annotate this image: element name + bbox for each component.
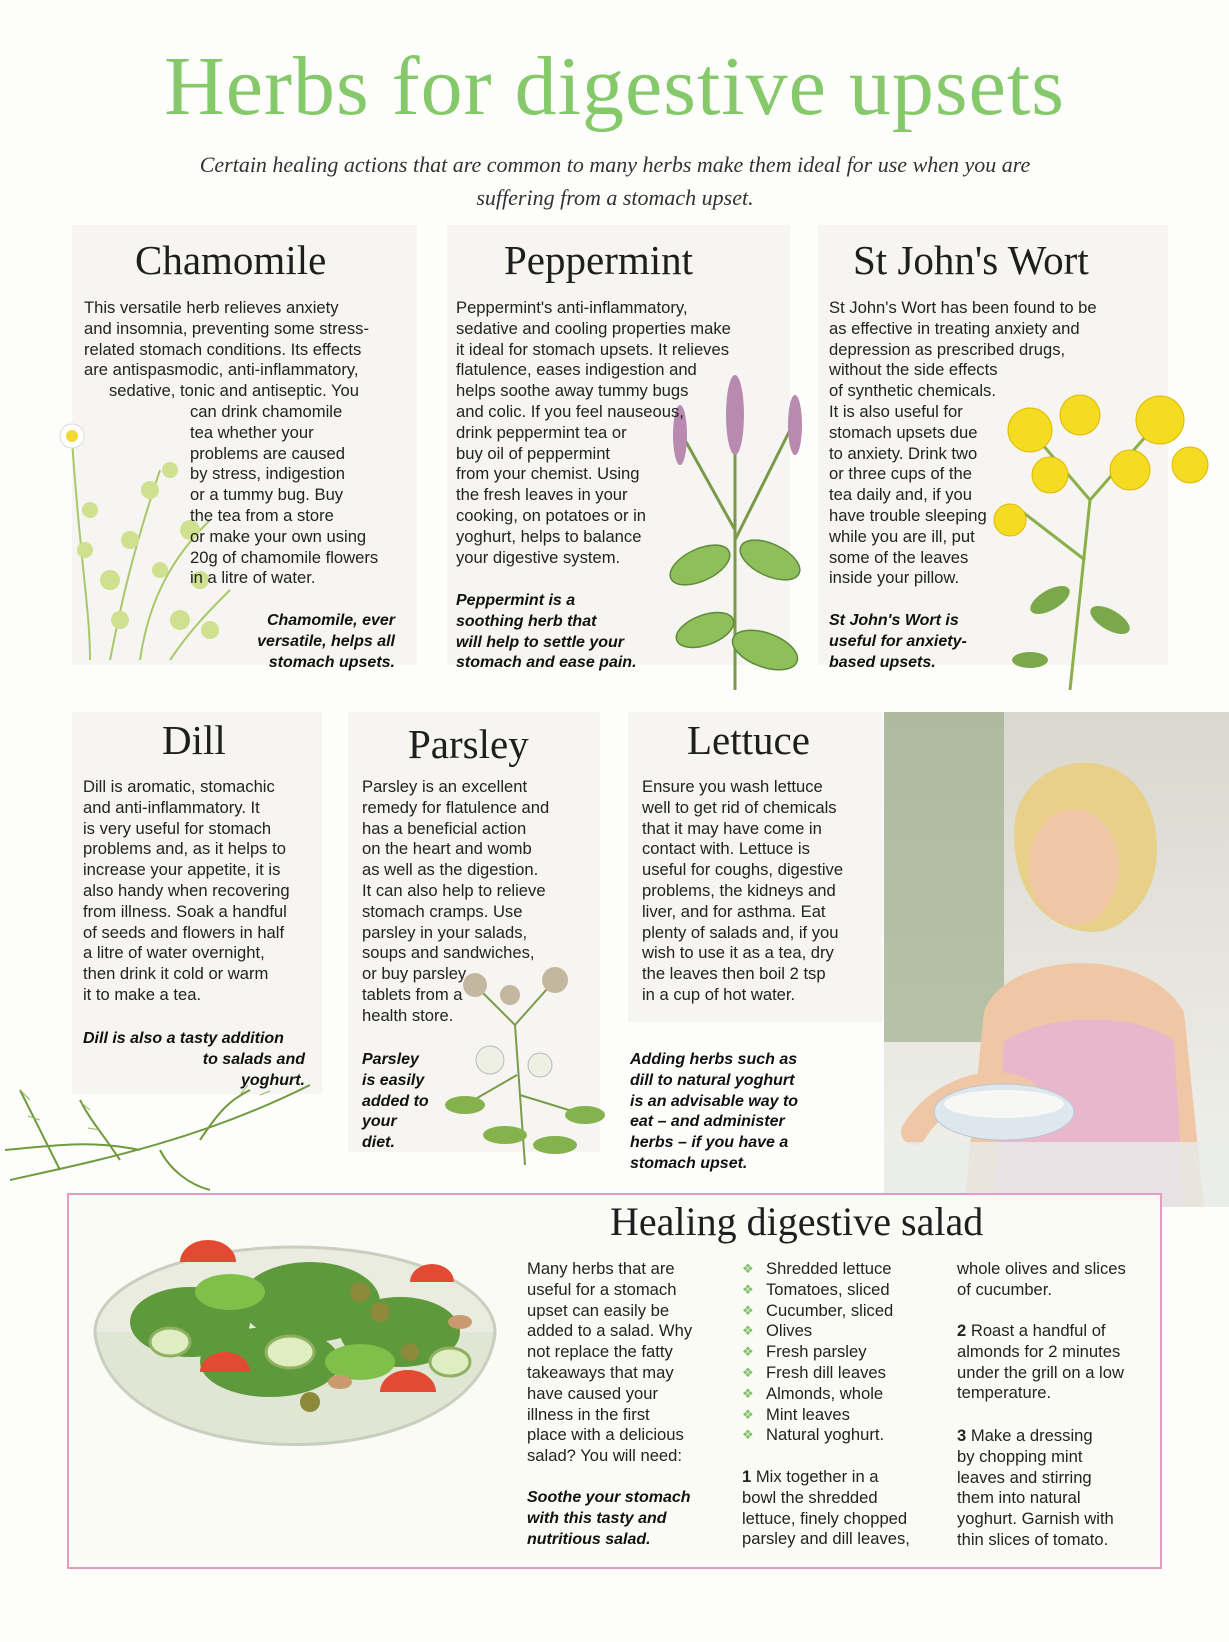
stjohns-body: St John's Wort has been found to be as effective in treating anxiety and depression as prescribed drugs, without the side effects of synthetic chemicals. It is also useful for stomach upsets due to anxiety. Drink two or three cups of the tea daily and, if you have trouble sleeping while you are ill, put some of the leaves inside your pillow. [829, 298, 1097, 588]
dill-title: Dill [162, 717, 226, 763]
page-title: Herbs for digestive upsets [164, 40, 1065, 133]
list-item: ❖ Natural yoghurt. [742, 1425, 885, 1445]
list-item: ❖ Cucumber, sliced [742, 1300, 894, 1320]
peppermint-body: Peppermint's anti-inflammatory, sedative and cooling properties make it ideal for stomach upsets. It relieves flatulence, eases indigestion and helps soothe away tummy bugs and colic. If you feel nauseous, drink peppermint tea or buy oil of peppermint from your chemist. Using the fresh leaves in your cooking, on potatoes or in yoghurt, helps to balance your digestive system. [456, 298, 731, 567]
lettuce-caption: Adding herbs such as dill to natural yoghurt is an advisable way to eat – and administer herbs – if you have a stomach upset. [630, 1051, 799, 1172]
bullet-icon: ❖ [742, 1427, 754, 1443]
parsley-body: Parsley is an excellent remedy for flatulence and has a beneficial action on the heart and womb as well as the digestion. It can also help to relieve stomach cramps. Use parsley in your salads, soups and sandwiches, or buy parsley tablets from a health store. [362, 777, 550, 1025]
peppermint-caption: Peppermint is a soothing herb that will help to settle your stomach and ease pain. [456, 592, 637, 672]
step-3: 3 Make a dressing by chopping mint leaves and stirring them into natural yoghurt. Garnish with thin slices of tomato. [957, 1426, 1114, 1549]
step-1: 1 Mix together in a bowl the shredded lettuce, finely chopped parsley and dill leaves, [742, 1467, 910, 1549]
stjohns-caption: St John's Wort is useful for anxiety- based upsets. [829, 612, 967, 671]
chamomile-caption: Chamomile, ever versatile, helps all stomach upsets. [257, 612, 395, 671]
bullet-icon: ❖ [742, 1323, 754, 1339]
list-item: ❖ Shredded lettuce [742, 1259, 892, 1278]
stjohns-title: St John's Wort [853, 237, 1089, 283]
chamomile-body-b: sedative, tonic and antiseptic. You [109, 381, 360, 400]
step-3-number: 3 [957, 1426, 967, 1445]
bullet-icon: ❖ [742, 1364, 754, 1380]
salad-intro: Many herbs that are useful for a stomach upset can easily be added to a salad. Why not replace the fatty takeaways that may have caused your illness in the first place with a delicious salad? You will need: [527, 1259, 693, 1466]
bullet-icon: ❖ [742, 1302, 754, 1318]
list-item: ❖ Fresh dill leaves [742, 1362, 886, 1382]
lettuce-body: Ensure you wash lettuce well to get rid of chemicals that it may have come in contact with. Lettuce is useful for coughs, digestive problems, the kidneys and liver, and for asthma. Eat plenty of salads and, if you wish to use it as a tea, dry the leaves then boil 2 tsp in a cup of hot water. [642, 777, 844, 1004]
step-1-continued: whole olives and slices of cucumber. [957, 1259, 1126, 1299]
parsley-caption: Parsley is easily added to your diet. [362, 1051, 429, 1152]
dill-caption-a: Dill is also a tasty addition [83, 1030, 284, 1047]
list-item: ❖ Olives [742, 1321, 813, 1341]
bullet-icon: ❖ [742, 1281, 754, 1297]
list-item: ❖ Almonds, whole [742, 1383, 884, 1403]
step-2: 2 Roast a handful of almonds for 2 minutes under the grill on a low temperature. [957, 1321, 1124, 1403]
woman-eating-yoghurt-photo [884, 712, 1229, 1212]
bullet-icon: ❖ [742, 1344, 754, 1360]
list-item: ❖ Tomatoes, sliced [742, 1279, 890, 1299]
salad-title: Healing digestive salad [610, 1199, 984, 1244]
salad-caption: Soothe your stomach with this tasty and nutritious salad. [527, 1489, 691, 1548]
list-item: ❖ Fresh parsley [742, 1342, 867, 1362]
dill-body: Dill is aromatic, stomachic and anti-inflammatory. It is very useful for stomach problems and, as it helps to increase your appetite, it is also handy when recovering from illness. Soak a handful of seeds and flowers in half a litre of water overnight, then drink it cold or warm it to make a tea. [83, 777, 290, 1004]
bullet-icon: ❖ [742, 1406, 754, 1422]
page-subtitle: Certain healing actions that are common to many herbs make them ideal for use when you are suffering from a stomach upset. [199, 152, 1031, 210]
chamomile-body-a: This versatile herb relieves anxiety and insomnia, preventing some stress- related stomach conditions. Its effects are antispasmodic, anti-inflammatory, [84, 298, 369, 380]
ingredient-list [742, 1259, 893, 1446]
chamomile-title: Chamomile [135, 237, 327, 283]
chamomile-body-c: can drink chamomile tea whether your problems are caused by stress, indigestion or a tummy bug. Buy the tea from a store or make your own using 20g of chamomile flowers in a litre of water. [190, 402, 379, 588]
peppermint-title: Peppermint [504, 237, 694, 283]
lettuce-title: Lettuce [687, 717, 810, 763]
bullet-icon: ❖ [742, 1261, 754, 1276]
bullet-icon: ❖ [742, 1385, 754, 1401]
step-2-number: 2 [957, 1321, 967, 1340]
dill-caption-b: to salads and yoghurt. [202, 1051, 305, 1089]
step-1-number: 1 [742, 1467, 752, 1486]
salad-bowl-photo [80, 1222, 510, 1547]
parsley-title: Parsley [408, 721, 529, 767]
list-item: ❖ Mint leaves [742, 1404, 850, 1424]
